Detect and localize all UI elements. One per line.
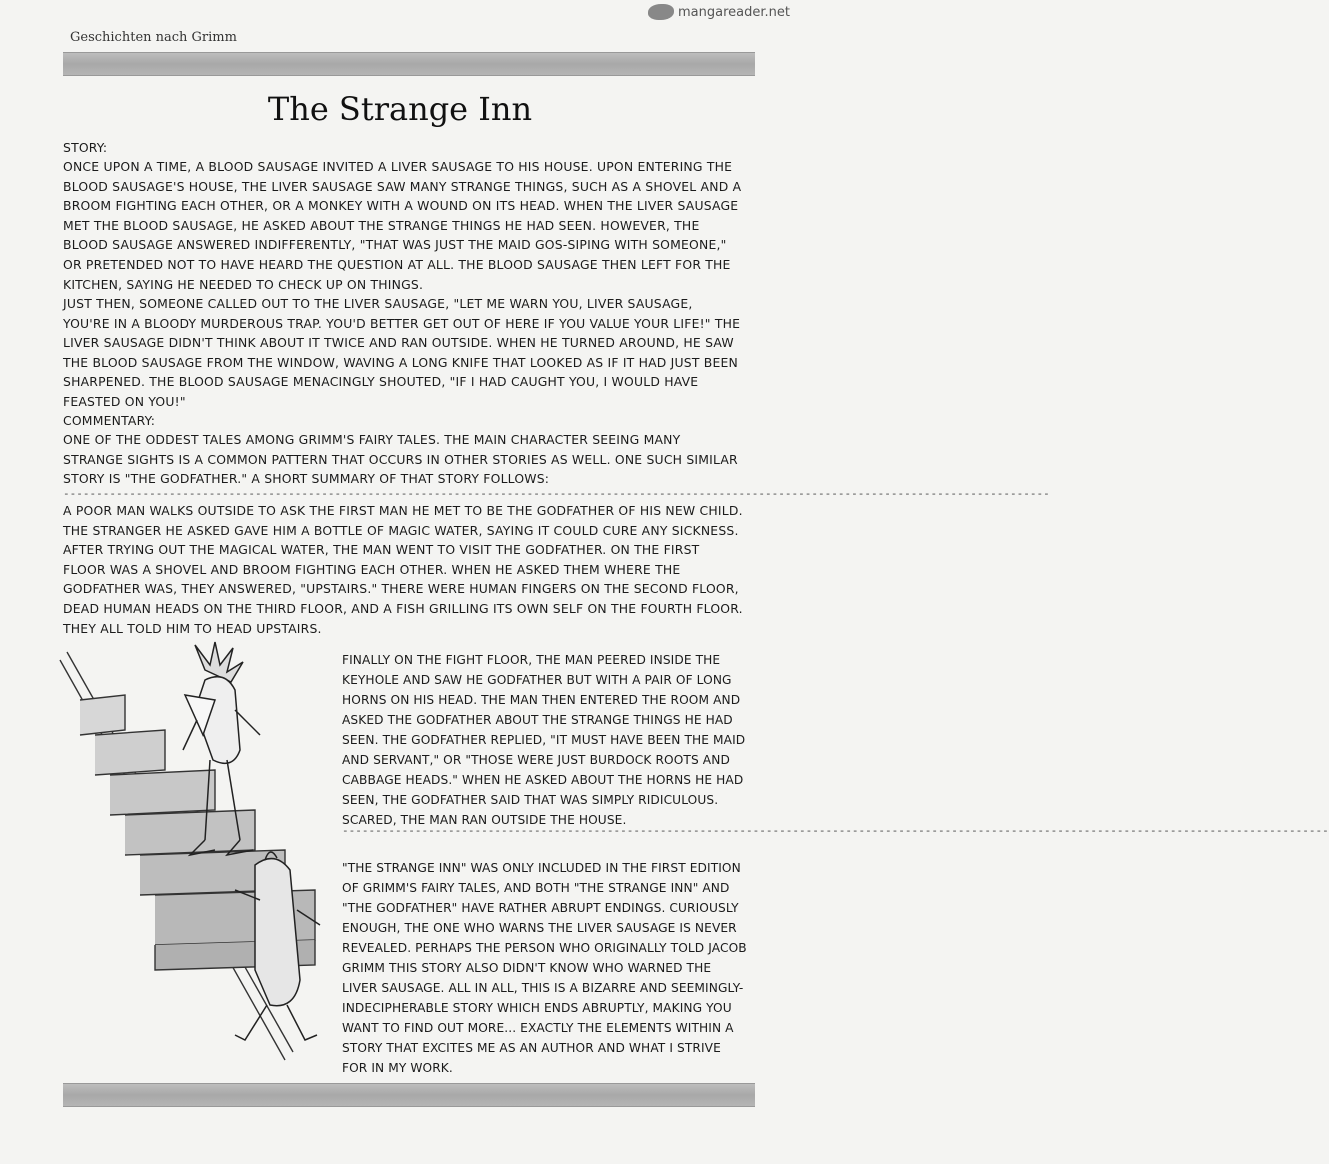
page-title: The Strange Inn xyxy=(267,90,533,128)
separator-line-1: ----------------------------------------------------------------------------------------------------------------------------------------------------- xyxy=(63,487,1050,500)
separator-line-2: ----------------------------------------------------------------------------------------------------------------------------------------------------- xyxy=(342,824,1329,837)
watermark-text: mangareader.net xyxy=(678,4,790,20)
footer-band xyxy=(63,1083,755,1107)
story-paragraph-1: ONCE UPON A TIME, A BLOOD SAUSAGE INVITED A LIVER SAUSAGE TO HIS HOUSE. UPON ENTERING THE BLOOD SAUSAGE'S HOUSE, THE LIVER SAUSAGE SAW MANY STRANGE THINGS, SUCH AS A SHOVEL AND A BROOM FIGHTING EACH OTHER, OR A MONKEY WITH A WOUND ON ITS HEAD. WHEN THE LIVER SAUSAGE MET THE BLOOD SAUSAGE, HE ASKED ABOUT THE STRANGE THINGS HE HAD SEEN. HOWEVER, THE BLOOD SAUSAGE ANSWERED INDIFFERENTLY, "THAT WAS JUST THE MAID GOS-SIPING WITH SOMEONE," OR PRETENDED NOT TO HAVE HEARD THE QUESTION AT ALL. THE BLOOD SAUSAGE THEN LEFT FOR THE KITCHEN, SAYING HE NEEDED TO CHECK UP ON THINGS. xyxy=(63,159,742,292)
closing-commentary: "THE STRANGE INN" WAS ONLY INCLUDED IN THE FIRST EDITION OF GRIMM'S FAIRY TALES, AND BOTH "THE STRANGE INN" AND "THE GODFATHER" HAVE RATHER ABRUPT ENDINGS. CURIOUSLY ENOUGH, THE ONE WHO WARNS THE LIVER SAUSAGE IS NEVER REVEALED. PERHAPS THE PERSON WHO ORIGINALLY TOLD JACOB GRIMM THIS STORY ALSO DIDN'T KNOW WHO WARNED THE LIVER SAUSAGE. ALL IN ALL, THIS IS A BIZARRE AND SEEMINGLY-INDECIPHERABLE STORY WHICH ENDS ABRUPTLY, MAKING YOU WANT TO FIND OUT MORE... EXACTLY THE ELEMENTS WITHIN A STORY THAT EXCITES ME AS AN AUTHOR AND WHAT I STRIVE FOR IN MY WORK. xyxy=(342,861,747,1075)
logo-icon xyxy=(648,4,674,20)
story-paragraph-2: JUST THEN, SOMEONE CALLED OUT TO THE LIVER SAUSAGE, "LET ME WARN YOU, LIVER SAUSAGE, YOU'RE IN A BLOODY MURDEROUS TRAP. YOU'D BETTER GET OUT OF HERE IF YOU VALUE YOUR LIFE!" THE LIVER SAUSAGE DIDN'T THINK ABOUT IT TWICE AND RAN OUTSIDE. WHEN HE TURNED AROUND, HE SAW THE BLOOD SAUSAGE FROM THE WINDOW, WAVING A LONG KNIFE THAT LOOKED AS IF IT HAD JUST BEEN SHARPENED. THE BLOOD SAUSAGE MENACINGLY SHOUTED, "IF I HAD CAUGHT YOU, I WOULD HAVE FEASTED ON YOU!" xyxy=(63,296,741,409)
running-header: Geschichten nach Grimm xyxy=(70,30,237,45)
commentary-paragraph: ONE OF THE ODDEST TALES AMONG GRIMM'S FAIRY TALES. THE MAIN CHARACTER SEEING MANY STRANGE SIGHTS IS A COMMON PATTERN THAT OCCURS IN OTHER STORIES AS WELL. ONE SUCH SIMILAR STORY IS "THE GODFATHER." A SHORT SUMMARY OF THAT STORY FOLLOWS: xyxy=(63,432,738,487)
godfather-ending: FINALLY ON THE FIGHT FLOOR, THE MAN PEERED INSIDE THE KEYHOLE AND SAW HE GODFATHER BUT WITH A PAIR OF LONG HORNS ON HIS HEAD. THE MAN THEN ENTERED THE ROOM AND ASKED THE GODFATHER ABOUT THE STRANGE THINGS HE HAD SEEN. THE GODFATHER REPLIED, "IT MUST HAVE BEEN THE MAID AND SERVANT," OR "THOSE WERE JUST BURDOCK ROOTS AND CABBAGE HEADS." WHEN HE ASKED ABOUT THE HORNS HE HAD SEEN, THE GODFATHER SAID THAT WAS SIMPLY RIDICULOUS. SCARED, THE MAN RAN OUTSIDE THE HOUSE. xyxy=(342,653,746,827)
header-band xyxy=(63,52,755,76)
story-label: STORY: xyxy=(63,140,108,155)
commentary-label: COMMENTARY: xyxy=(63,413,156,428)
godfather-summary: A POOR MAN WALKS OUTSIDE TO ASK THE FIRST MAN HE MET TO BE THE GODFATHER OF HIS NEW CHILD. THE STRANGER HE ASKED GAVE HIM A BOTTLE OF MAGIC WATER, SAYING IT COULD CURE ANY SICKNESS. AFTER TRYING OUT THE MAGICAL WATER, THE MAN WENT TO VISIT THE GODFATHER. ON THE FIRST FLOOR WAS A SHOVEL AND BROOM FIGHTING EACH OTHER. WHEN HE ASKED THEM WHERE THE GODFATHER WAS, THEY ANSWERED, "UPSTAIRS." THERE WERE HUMAN FINGERS ON THE SECOND FLOOR, DEAD HUMAN HEADS ON THE THIRD FLOOR, AND A FISH GRILLING ITS OWN SELF ON THE FOURTH FLOOR. THEY ALL TOLD HIM TO HEAD UPSTAIRS. xyxy=(63,503,743,636)
watermark xyxy=(648,4,790,20)
sausage-stairs-illustration xyxy=(55,640,335,1070)
